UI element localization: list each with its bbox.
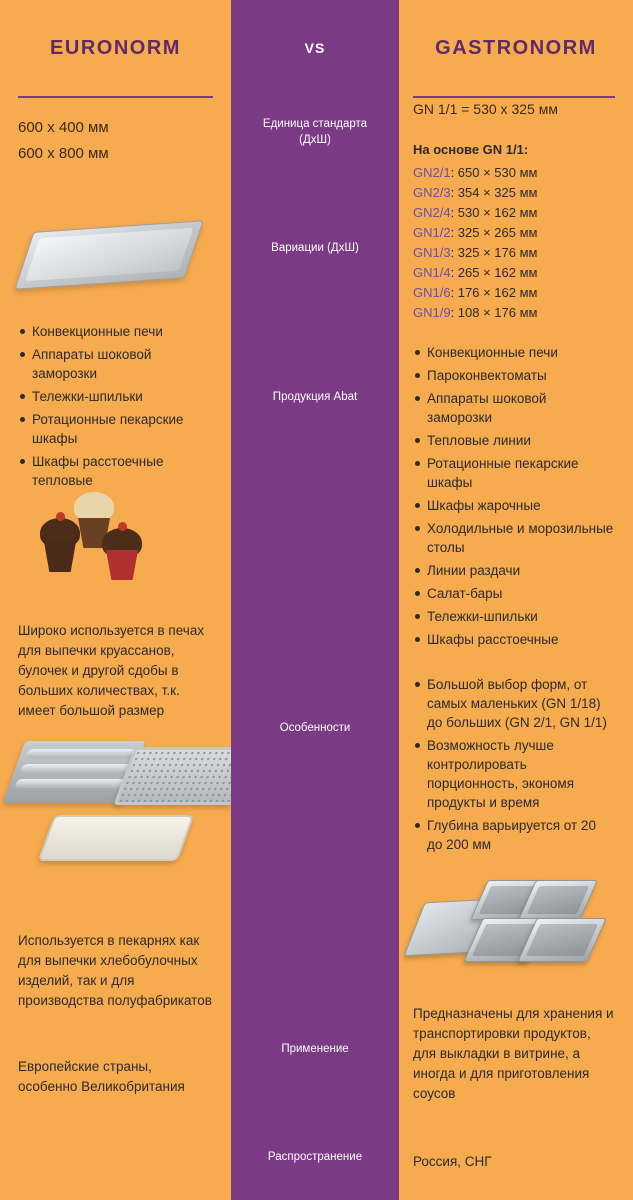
variation-item [413,243,615,263]
variation-code: GN1/4 [413,265,451,280]
gastronorm-variations [399,140,633,323]
list-item: Шкафы расстоечные [413,630,615,649]
baking-tray-image [0,168,231,318]
variation-value: : 176 × 162 мм [450,285,538,300]
label-variations: Вариации (ДхШ) [271,242,359,254]
variation-code: GN2/1 [413,165,451,180]
baguette-and-perforated-trays-image [0,735,231,925]
list-item: Возможность лучше контролировать порционность, экономя продукты и время [413,736,615,812]
column-euronorm [0,0,231,1200]
variation-code: GN2/3 [413,185,451,200]
euronorm-products-list [0,322,231,490]
gastronorm-header [399,0,633,96]
tray-graphic [26,216,196,296]
variation-item [413,203,615,223]
cherry [118,522,127,531]
variations-title: На основе GN 1/1: [413,142,529,157]
variation-code: GN2/4 [413,205,451,220]
gastronorm-features-list [399,675,633,854]
list-item: Тепловые линии [413,431,615,450]
tray-pan [14,220,204,289]
variation-code: GN1/3 [413,245,451,260]
variation-item [413,163,615,183]
gastronorm-distribution-text: Россия, СНГ [413,1154,492,1169]
gastronorm-containers-image [399,860,633,1000]
euronorm-size-2: 600 x 800 мм [18,145,109,162]
euronorm-header [0,0,231,96]
list-item: Салат-бары [413,584,615,603]
white-tray [38,815,195,861]
list-item: Шкафы расстоечные тепловые [18,452,213,490]
variation-value: : 108 × 176 мм [450,305,538,320]
variation-item [413,263,615,283]
list-item: Тележки-шпильки [413,607,615,626]
variation-item [413,223,615,243]
label-usage: Применение [281,1043,349,1055]
euronorm-size-1: 600 x 400 мм [18,119,109,136]
cherry [56,512,65,521]
label-unit-line2: (ДхШ) [299,134,331,146]
variation-value: : 650 × 530 мм [450,165,538,180]
list-item: Пароконвектоматы [413,366,615,385]
variation-value: : 530 × 162 мм [450,205,538,220]
list-item: Холодильные и морозильные столы [413,519,615,557]
euronorm-distribution-text: Европейские страны, особенно Великобритания [18,1059,185,1094]
variation-value: : 325 × 176 мм [450,245,538,260]
gastronorm-products-list [399,343,633,649]
variation-code: GN1/2 [413,225,451,240]
column-labels [231,0,399,1200]
variation-item [413,283,615,303]
cup [103,550,141,580]
euronorm-usage-text: Используется в пекарнях как для выпечки хлебобулочных изделий, так и для производства полуфабрикатов [18,933,212,1008]
vs-title: VS [304,40,326,56]
list-item: Линии раздачи [413,561,615,580]
label-distribution: Распространение [267,1151,363,1163]
gastronorm-unit-size: GN 1/1 = 530 x 325 мм [413,101,558,117]
list-item: Шкафы жарочные [413,496,615,515]
euronorm-title: EURONORM [50,36,181,59]
gastronorm-title: GASTRONORM [435,36,597,59]
variation-code: GN1/9 [413,305,451,320]
cup [41,542,79,572]
variation-value: : 265 × 162 мм [450,265,538,280]
list-item: Конвекционные печи [413,343,615,362]
gastronorm-usage-text: Предназначены для хранения и транспортировки продуктов, для выкладки в витрине, а иногда и для приготовления соусов [413,1006,614,1101]
cupcakes-image [0,494,231,619]
variation-item [413,303,615,323]
list-item: Ротационные пекарские шкафы [18,410,213,448]
variation-code: GN1/6 [413,285,451,300]
vs-header [231,0,399,96]
label-products: Продукция Abat [272,391,358,403]
list-item: Аппараты шоковой заморозки [18,345,213,383]
label-unit [231,116,399,148]
variation-value: : 325 × 265 мм [450,225,538,240]
label-unit-line1: Единица стандарта [262,118,368,130]
label-features: Особенности [279,722,351,734]
list-item: Ротационные пекарские шкафы [413,454,615,492]
variation-value: : 354 × 325 мм [450,185,538,200]
euronorm-unit-sizes [0,98,231,166]
frosting [74,492,114,522]
list-item: Большой выбор форм, от самых маленьких (GN 1/18) до больших (GN 2/1, GN 1/1) [413,675,615,732]
euronorm-features-text: Широко используется в печах для выпечки круассанов, булочек и другой сдобы в больших количествах, т.к. имеет большой размер [18,623,205,718]
gn-containers-graphic [415,874,615,974]
list-item: Тележки-шпильки [18,387,213,406]
list-item: Глубина варьируется от 20 до 200 мм [413,816,615,854]
list-item: Конвекционные печи [18,322,213,341]
column-gastronorm [399,0,633,1200]
list-item: Аппараты шоковой заморозки [413,389,615,427]
cupcakes-graphic [40,506,190,602]
variation-item [413,183,615,203]
